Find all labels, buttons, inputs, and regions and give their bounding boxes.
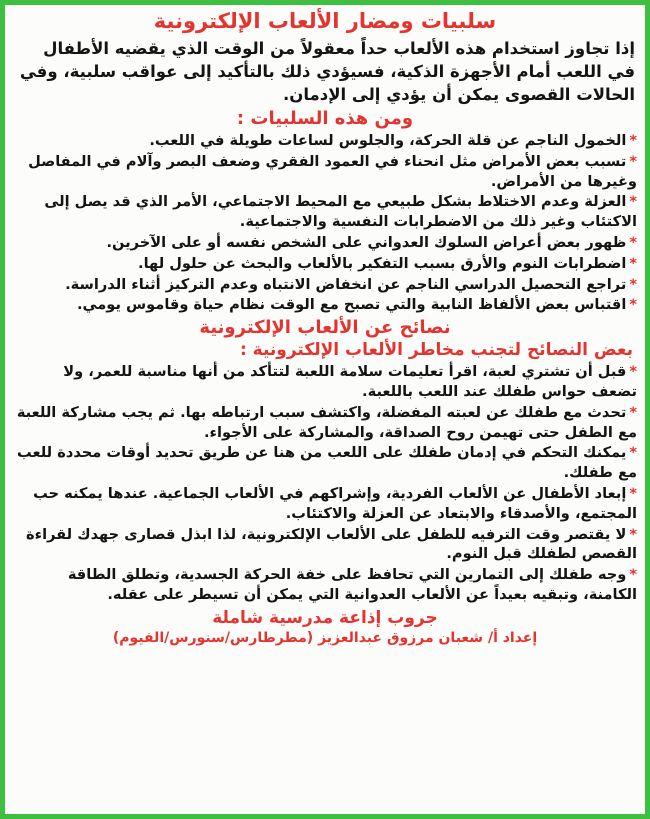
negatives-list [13,131,637,315]
bullet-star-icon: * [629,254,637,272]
list-item: *اضطرابات النوم والأرق بسبب التفكير بالألعاب والبحث عن حلول لها. [138,254,637,272]
list-item: *لا يقتصر وقت الترفيه للطفل على الألعاب الإلكترونية، لذا ابذل قصارى جهدك لقراءة القصص لطفلك قبل النوم. [26,525,637,563]
bullet-star-icon: * [629,444,637,462]
document-body [11,7,639,814]
bullet-star-icon: * [629,363,637,381]
bullet-star-icon: * [629,403,637,421]
list-item: *وجه طفلك إلى التمارين التي تحافظ على خفة الحركة الجسدية، وتطلق الطاقة الكامنة، وتبقيه بعيداً عن الألعاب العدوانية التي يمكن أن تسيطر على عقله. [67,566,637,603]
advice-heading: بعض النصائح لتجنب مخاطر الألعاب الإلكترونية : [239,340,633,361]
list-item: *الخمول الناجم عن قلة الحركة، والجلوس لساعات طويلة في اللعب. [149,132,637,149]
list-item: *اقتباس بعض الألفاظ النابية والتي تصبح مع الوقت نظام حياة وقاموس يومي. [76,296,637,314]
advice-title: نصائح عن الألعاب الإلكترونية [199,317,451,339]
list-item: *العزلة وعدم الاختلاط بشكل طبيعي مع المحيط الاجتماعي، الأمر الذي قد يصل إلى الاكتئاب وغير ذلك من الاضطرابات النفسية والاجتماعية. [44,193,637,231]
negatives-heading: ومن هذه السلبيات : [236,108,414,129]
advice-list [13,362,637,605]
list-item: *تراجع التحصيل الدراسي الناجم عن انخفاض الانتباه وعدم التركيز أثناء الدراسة. [65,275,637,293]
bullet-star-icon: * [629,193,637,211]
list-item: *إبعاد الأطفال عن الألعاب الفردية، وإشراكهم في الألعاب الجماعية. عندها يمكنه حب المجتمع، والأصدقاء والابتعاد عن العزلة والاكتئاب. [33,484,637,522]
list-item: *تسبب بعض الأمراض مثل انحناء في العمود الفقري وضعف البصر وآلام في المفاصل وغيرها من الأمراض. [28,152,637,190]
bullet-star-icon: * [629,296,637,314]
list-item: *ظهور بعض أعراض السلوك العدواني على الشخص نفسه أو على الآخرين. [106,233,637,251]
footer-group-name: جروب إذاعة مدرسية شاملة [212,607,438,628]
page-title: سلبيات ومضار الألعاب الإلكترونية [153,9,497,33]
bullet-star-icon: * [629,152,637,170]
intro-paragraph: إذا تجاوز استخدام هذه الألعاب حداً معقولاً من الوقت الذي يقضيه الأطفال في اللعب أمام الأجهزة الذكية، فسيؤدي ذلك بالتأكيد إلى عواقب سلبية، وفي الحالات القصوى يمكن أن يؤدي إلى الإدمان. [19,39,635,104]
bullet-star-icon: * [629,484,637,502]
bullet-star-icon: * [629,525,637,543]
list-item: *قبل أن تشتري لعبة، اقرأ تعليمات سلامة اللعبة لتتأكد من أنها مناسبة للعمر، ولا تضعف حواس طفلك عند اللعب باللعبة. [63,363,637,400]
bullet-star-icon: * [629,233,637,251]
bullet-star-icon: * [629,132,637,149]
list-item: *تحدث مع طفلك عن لعبته المفضلة، واكتشف سبب ارتباطه بها. ثم يجب مشاركة اللعبة مع الطفل حتى تهيمن روح الصداقة، والمشاركة على الأجواء. [16,403,637,441]
bullet-star-icon: * [629,566,637,584]
list-item: *يمكنك التحكم في إدمان طفلك على اللعب من هنا عن طريق تحديد أوقات محددة للعب مع طفلك. [17,444,637,482]
bullet-star-icon: * [629,275,637,293]
footer-author: إعداد أ/ شعبان مرزوق عبدالعزيز (مطرطارس/سنورس/الفيوم) [112,629,538,646]
